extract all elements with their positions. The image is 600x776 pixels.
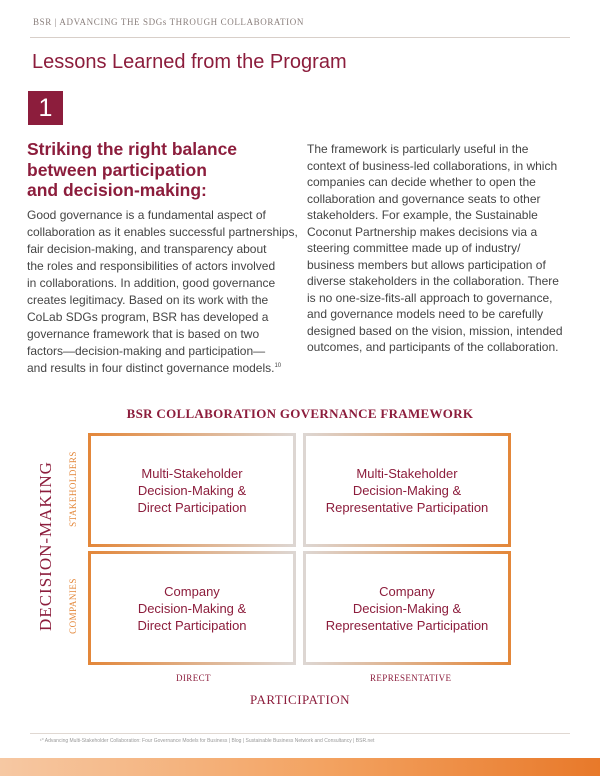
cell-line: Representative Participation (325, 499, 489, 515)
y-axis-label: DECISION-MAKING (36, 461, 55, 631)
framework-cell-company-direct (88, 551, 296, 665)
text-line: collaboration as it enables successful partnerships, (27, 225, 298, 239)
x-level-representative: REPRESENTATIVE (370, 673, 452, 683)
header-divider (30, 37, 570, 38)
framework-cell-multistakeholder-representative (303, 433, 511, 547)
text-line: companies can decide whether to open the (307, 175, 536, 189)
footnote: ¹⁰ Advancing Multi-Stakeholder Collaboration: Four Governance Models for Business | Blog | Sustainable Business Network and Consultancy | BSR.net (40, 738, 375, 744)
cell-line: Representative Participation (325, 617, 489, 633)
bottom-accent-bar (0, 758, 600, 776)
cell-line: Direct Participation (137, 499, 247, 515)
text-line: outcomes, and participants of the collaboration. (307, 340, 559, 354)
cell-line: Direct Participation (137, 617, 247, 633)
text-line: CoLab SDGs program, BSR has developed a (27, 310, 269, 324)
running-header: BSR | ADVANCING THE SDGs THROUGH COLLABORATION (33, 17, 304, 27)
cell-line: Company (164, 583, 220, 599)
text-line: in collaborations. In addition, good governance (27, 276, 276, 290)
framework-cell-multistakeholder-direct (88, 433, 296, 547)
text-line: business members but allows participation of (307, 257, 546, 272)
cell-line: Decision-Making & (352, 482, 462, 498)
framework-title: BSR COLLABORATION GOVERNANCE FRAMEWORK (126, 406, 474, 421)
text-line: Good governance is a fundamental aspect of (27, 208, 266, 222)
y-level-companies: COMPANIES (68, 578, 78, 634)
cell-line: Company (379, 583, 435, 599)
text-line: governance framework that is based on two (27, 327, 260, 341)
text-line: is no one-size-fits-all approach to governance, (307, 290, 553, 305)
left-paragraph (27, 207, 299, 377)
text-line: creates legitimacy. Based on its work with the (27, 293, 269, 307)
section-number-badge: 1 (28, 91, 63, 125)
text-line-content: and results in four distinct governance models. (27, 361, 275, 375)
footnote-divider (30, 733, 570, 734)
text-line: Coconut Partnership makes decisions via a (307, 224, 538, 239)
heading-line: and decision-making: (27, 180, 207, 200)
cell-line: Decision-Making & (352, 600, 462, 616)
text-line: the roles and responsibilities of actors involved (27, 259, 276, 273)
cell-line: Decision-Making & (137, 600, 247, 616)
text-line: context of business-led collaborations, in which (307, 158, 558, 173)
footnote-reference[interactable]: 10 (274, 363, 282, 369)
text-line: The framework is particularly useful in the (307, 142, 529, 156)
text-line (27, 360, 299, 377)
text-line: fair decision-making, and transparency about (27, 242, 267, 256)
page-title: Lessons Learned from the Program (32, 51, 347, 73)
text-line: factors—decision-making and participation— (27, 344, 266, 358)
x-axis-label: PARTICIPATION (249, 692, 351, 707)
heading-line: between participation (27, 159, 207, 180)
text-line: collaboration and governance seats to other (307, 191, 541, 206)
cell-line: Multi-Stakeholder (141, 465, 243, 481)
section-heading (27, 139, 287, 201)
cell-line: Decision-Making & (137, 482, 247, 498)
text-line: steering committee made up of industry/ (307, 241, 521, 255)
y-level-stakeholders: STAKEHOLDERS (68, 451, 78, 527)
heading-line: Striking the right balance (27, 139, 238, 159)
text-line: designed based on the vision, mission, intended (307, 323, 563, 338)
x-level-direct: DIRECT (176, 673, 211, 683)
text-line: diverse stakeholders in the collaboration. There (307, 274, 559, 288)
framework-cell-company-representative (303, 551, 511, 665)
text-line: stakeholders. For example, the Sustainable (307, 208, 538, 222)
right-paragraph (307, 141, 572, 356)
text-line: and governance models need to be carefully (307, 307, 544, 321)
cell-line: Multi-Stakeholder (356, 465, 458, 481)
